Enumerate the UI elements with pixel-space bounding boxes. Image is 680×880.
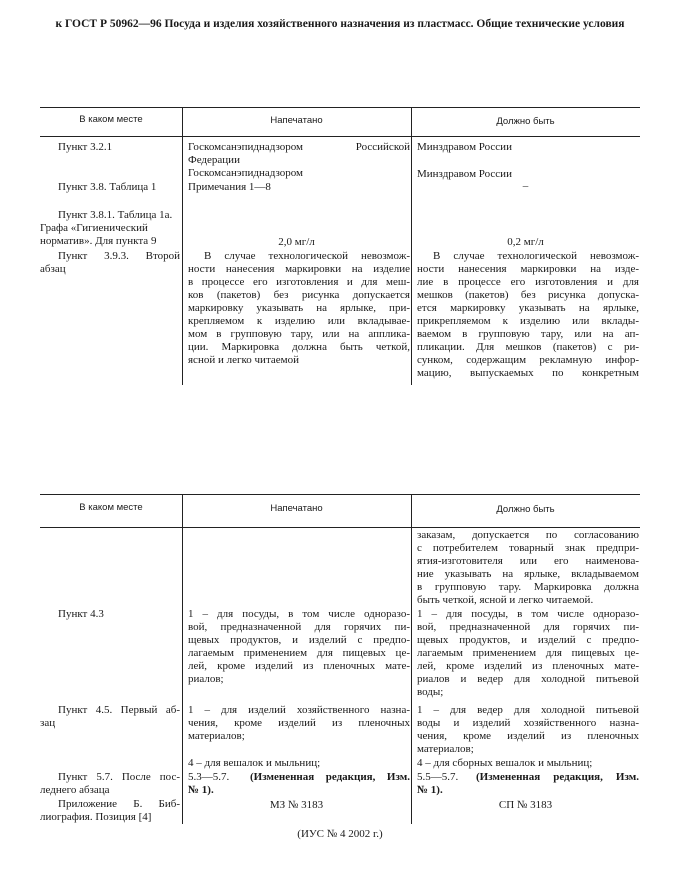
col-header-should: Должно быть — [496, 116, 555, 127]
should-text: Минздравом России — [417, 168, 512, 180]
should-text: ние указывать на ярлыке, вкладываемом — [417, 568, 639, 580]
col-header-place: В каком месте — [79, 502, 143, 513]
should-text: сунком, содержащим рекламную инфор- — [417, 354, 639, 366]
printed-text: Госкомсанэпиднадзором — [188, 167, 303, 179]
should-text: ется маркировку указывать на ярлыке, — [417, 302, 639, 314]
row-place: зац — [40, 717, 56, 729]
should-text: быть четкой, ясной и легко читаемой. — [417, 594, 594, 606]
row-place: Пункт 3.2.1 — [58, 141, 113, 153]
printed-text: ков (пакетов) без рисунка допускается — [188, 289, 410, 301]
should-text: 1 – для ведер для холодной питьевой — [417, 704, 639, 716]
should-text: мацию, выпускаемых по конкретным — [417, 367, 639, 379]
should-text: лие в процессе его изготовления и для — [417, 276, 639, 288]
should-text: ваемом в групповую тару, или на ап- — [417, 328, 639, 340]
row-place: Пункт 4.3 — [58, 608, 104, 620]
table1-header-rule — [40, 136, 640, 137]
printed-value: 2,0 мг/л — [278, 236, 315, 248]
should-text: вой, предназначенной для горячих пи- — [417, 621, 639, 633]
printed-text: 1 – для изделий хозяйственного назна- — [188, 704, 410, 716]
printed-text: чения, кроме изделий из пленочных — [188, 717, 410, 729]
printed-text: крепляемом к изделию или вкладывае- — [188, 315, 410, 327]
printed-text: 1 – для посуды, в том числе одноразо- — [188, 608, 410, 620]
row-place: норматив». Для пункта 9 — [40, 235, 157, 247]
row-place: абзац — [40, 263, 66, 275]
row-place: Пункт 4.5. Первый аб- — [58, 704, 180, 716]
printed-text: ности нанесения маркировки на изделие — [188, 263, 410, 275]
row-place: Пункт 3.8.1. Таблица 1а. — [58, 209, 173, 221]
printed-text: щевых продуктов, и изделий с предпо- — [188, 634, 410, 646]
printed-value: МЗ № 3183 — [269, 799, 324, 811]
should-text: в групповую тару. Маркировка должна — [417, 581, 639, 593]
should-text: заказам, допускается по согласованию — [417, 529, 639, 541]
should-text: воды; — [417, 686, 444, 698]
col-header-place: В каком месте — [79, 114, 143, 125]
should-text: В случае технологической невозмож- — [433, 250, 639, 262]
printed-text: ясной и легко читаемой — [188, 354, 299, 366]
should-text: 4 – для сборных вешалок и мыльниц; — [417, 757, 593, 769]
should-text: с потребителем товарный знак предпри- — [417, 542, 639, 554]
table1-top-rule — [40, 107, 640, 108]
should-text: Минздравом России — [417, 141, 512, 153]
row-place: Пункт 5.7. После пос- — [58, 771, 180, 783]
printed-text: № 1). — [188, 784, 214, 796]
should-text: лагаемым применением для пищевых це- — [417, 647, 639, 659]
table2-divider-2 — [411, 494, 412, 824]
should-text: материалов; — [417, 743, 474, 755]
col-header-printed: Напечатано — [270, 503, 323, 514]
row-place: Пункт 3.8. Таблица 1 — [58, 181, 157, 193]
printed-text: мом в групповую тару, или на апплика- — [188, 328, 410, 340]
should-text: пликации. Для мешков (пакетов) с ри- — [417, 341, 639, 353]
printed-text: 5.3—5.7. — [188, 771, 230, 783]
should-text: лей, кроме изделий из пленочных мате- — [417, 660, 639, 672]
row-place: лиография. Позиция [4] — [40, 811, 152, 823]
should-text: воды и изделий хозяйственного назна- — [417, 717, 639, 729]
should-text: 5.5—5.7. — [417, 771, 459, 783]
table2-top-rule — [40, 494, 640, 495]
printed-text: маркировку указывать на ярлыке, при- — [188, 302, 410, 314]
printed-text: Примечания 1—8 — [188, 181, 271, 193]
should-text: (Измененная редакция, Изм. — [476, 771, 639, 783]
should-text: щевых продуктов, и изделий с предпо- — [417, 634, 639, 646]
table2-header-rule — [40, 527, 640, 528]
should-text: мешков (пакетов) без рисунка допуска- — [417, 289, 639, 301]
row-place: Графа «Гигиенический — [40, 222, 148, 234]
should-text: чения, кроме изделий из пленочных — [417, 730, 639, 742]
table2-divider-1 — [182, 494, 183, 824]
printed-text: лагаемым применением для пищевых це- — [188, 647, 410, 659]
printed-text: Федерации — [188, 154, 240, 166]
row-place: Пункт 3.9.3. Второй — [58, 250, 180, 262]
row-place: леднего абзаца — [40, 784, 110, 796]
should-value: СП № 3183 — [498, 799, 553, 811]
col-header-printed: Напечатано — [270, 115, 323, 126]
row-place: Приложение Б. Биб- — [58, 798, 180, 810]
printed-text: ции. Маркировка должна быть четкой, — [188, 341, 410, 353]
should-text: – — [522, 180, 529, 192]
col-header-should: Должно быть — [496, 504, 555, 515]
should-value: 0,2 мг/л — [507, 236, 544, 248]
printed-text: Госкомсанэпиднадзором Российской — [188, 141, 410, 153]
printed-text: в процессе его изготовления и для меш- — [188, 276, 410, 288]
printed-text: риалов; — [188, 673, 224, 685]
printed-text: вой, предназначенной для горячих пи- — [188, 621, 410, 633]
printed-text: В случае технологической невозмож- — [204, 250, 410, 262]
page-footer: (ИУС № 4 2002 г.) — [297, 828, 383, 840]
should-text: ятия-изготовителя или его наименова- — [417, 555, 639, 567]
printed-text: лей, кроме изделий из пленочных мате- — [188, 660, 410, 672]
printed-text: 4 – для вешалок и мыльниц; — [188, 757, 321, 769]
should-text: 1 – для посуды, в том числе одноразо- — [417, 608, 639, 620]
should-text: риалов и ведер для холодной питьевой — [417, 673, 639, 685]
should-text: № 1). — [417, 784, 443, 796]
should-text: ности нанесения маркировки на изде- — [417, 263, 639, 275]
page-header: к ГОСТ Р 50962—96 Посуда и изделия хозяйственного назначения из пластмасс. Общие технические условия — [55, 18, 625, 30]
printed-text: (Измененная редакция, Изм. — [250, 771, 410, 783]
printed-text: материалов; — [188, 730, 245, 742]
should-text: прикрепляемом к изделию или вклады- — [417, 315, 639, 327]
